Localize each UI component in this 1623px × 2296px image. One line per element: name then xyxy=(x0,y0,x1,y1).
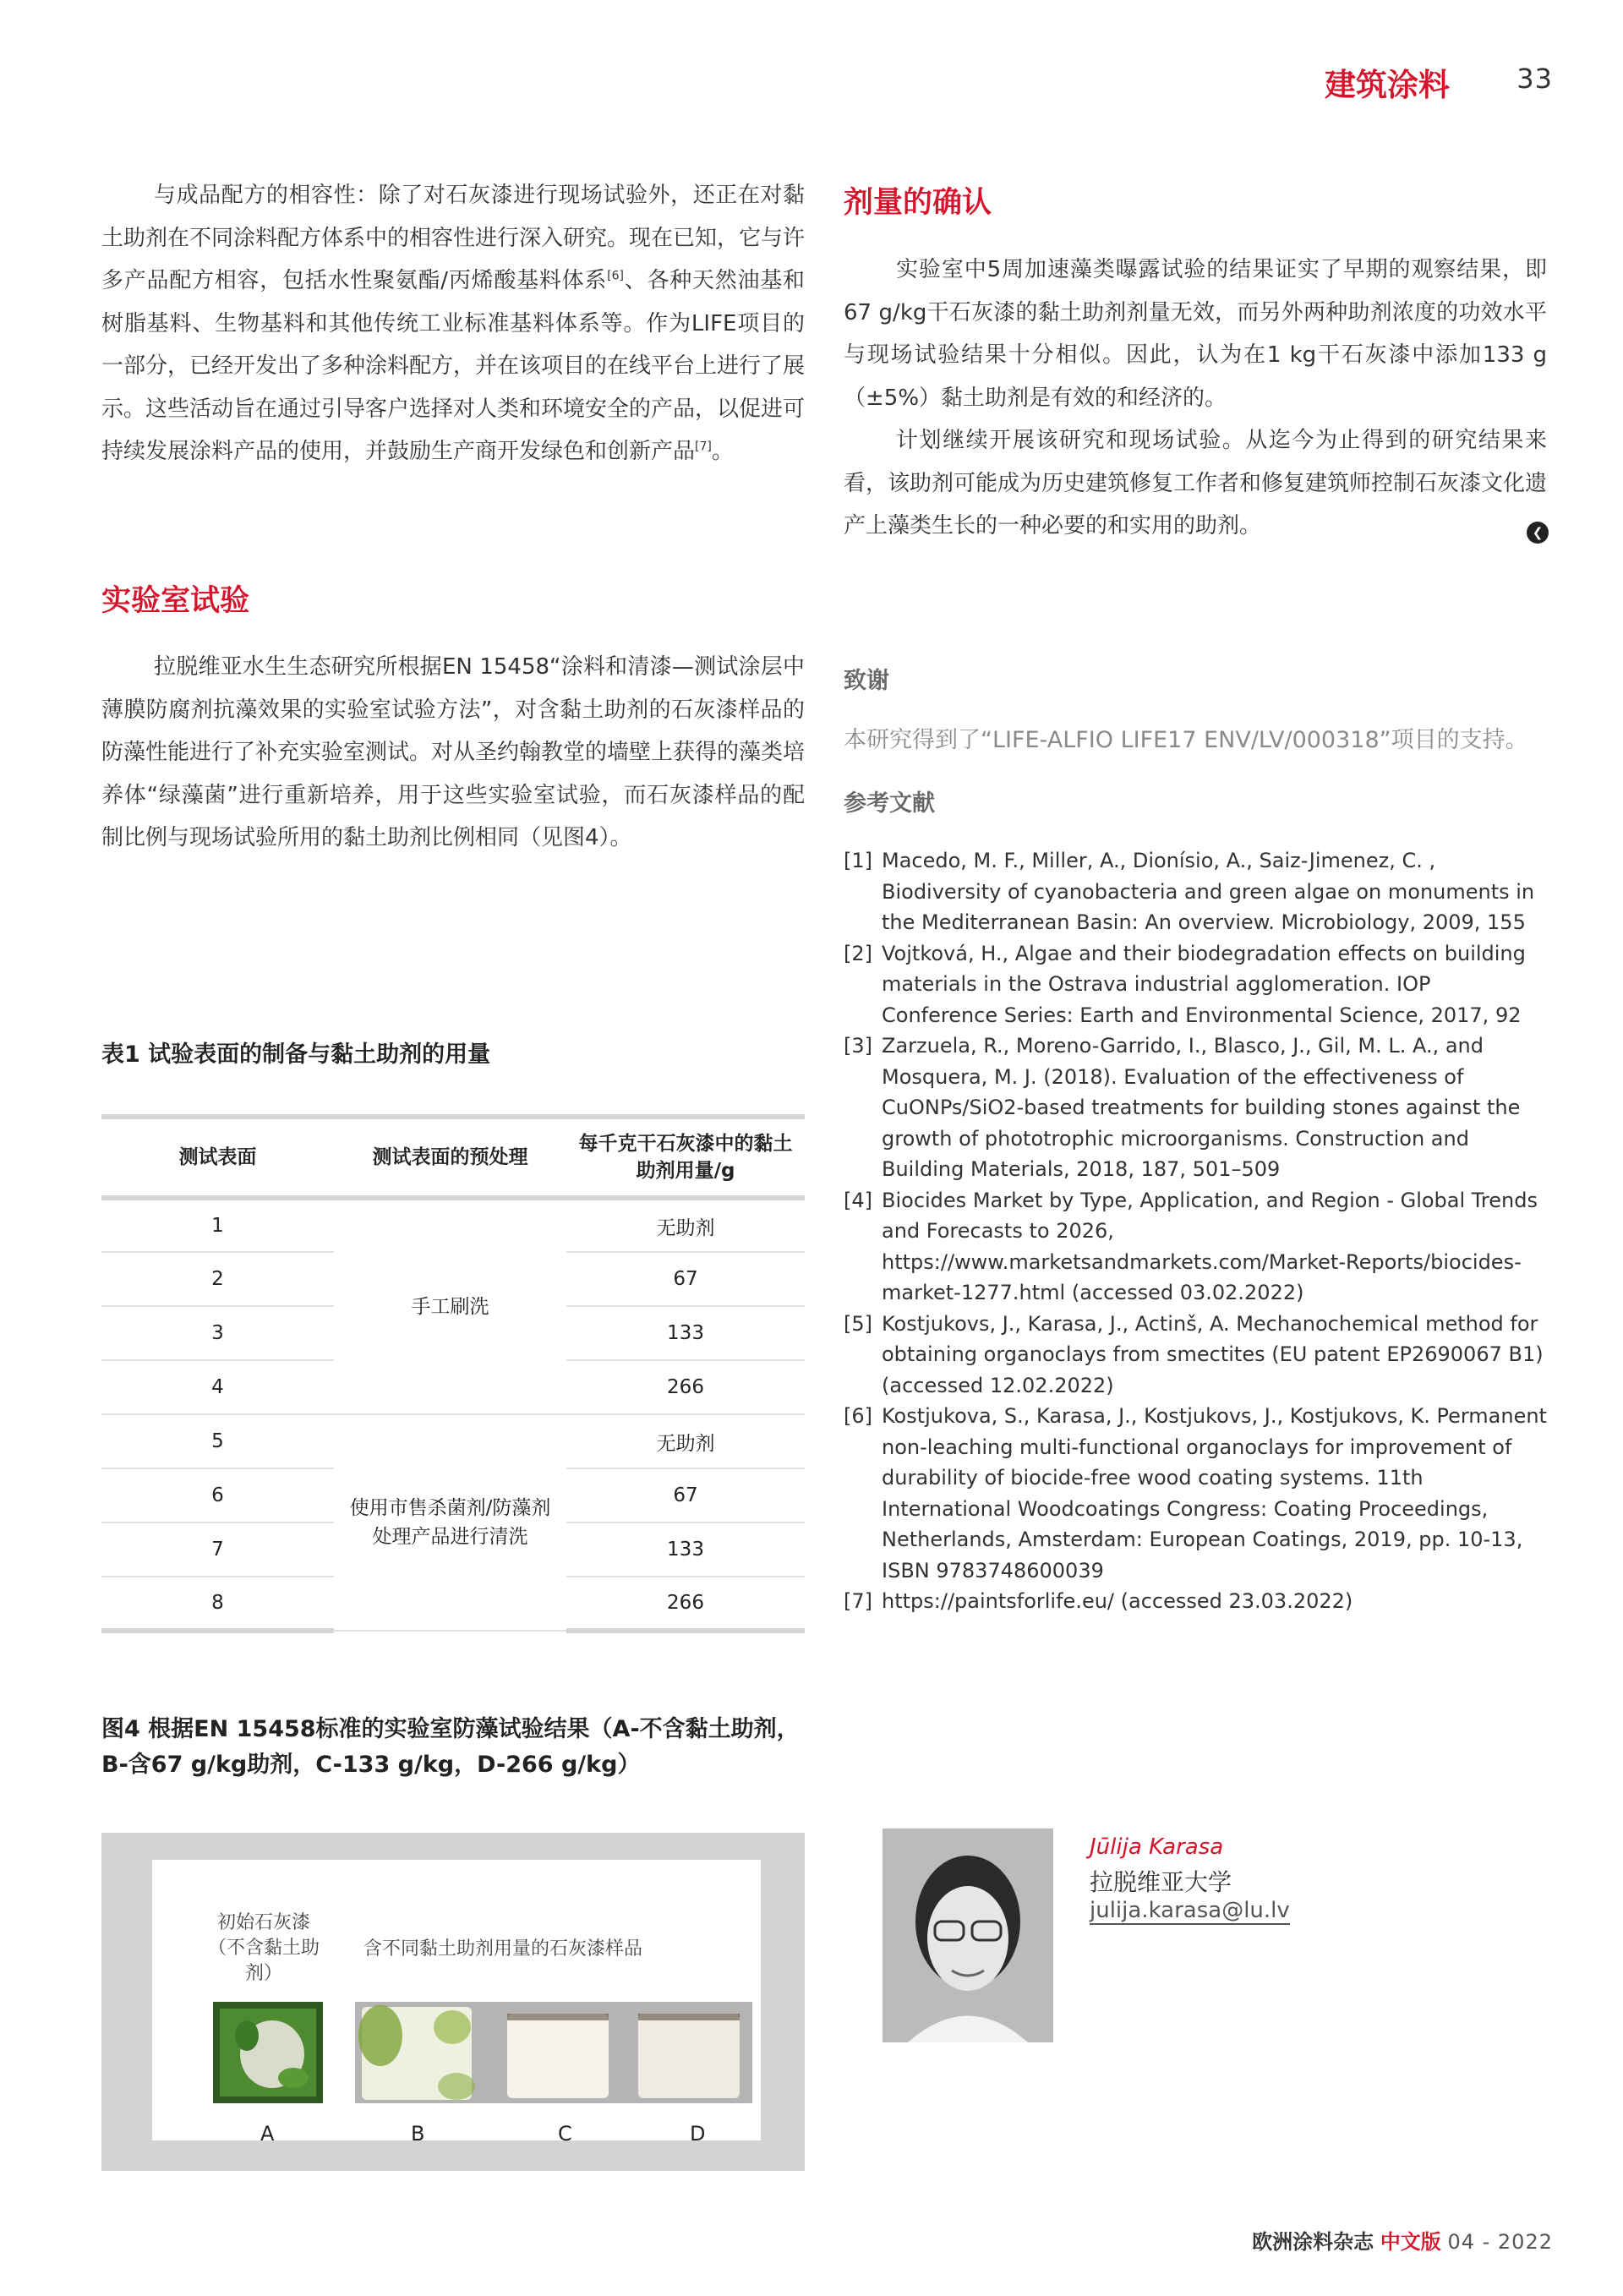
figure-4 xyxy=(101,1833,805,2171)
samples-label: 含不同黏土助剂用量的石灰漆样品 xyxy=(363,1938,643,1960)
cell-dose: 无助剂 xyxy=(566,1198,805,1252)
footer-edition: 中文版 xyxy=(1380,2230,1441,2254)
reference-item: [4] Biocides Market by Type, Application, and Region - Global Trends and Forecasts to 2026, https://www.marketsandmarkets.com/Market-Reports/biocides-market-1277.html (accessed 03.02.2022) xyxy=(844,1188,1538,1304)
cell-surface: 1 xyxy=(101,1198,334,1252)
dose-paragraph: 实验室中5周加速藻类曝露试验的结果证实了早期的观察结果，即67 g/kg干石灰漆的黏土助剂剂量无效，而另外两种助剂浓度的功效水平与现场试验结果十分相似。因此，认为在1 kg干石灰漆中添加133 g（±5%）黏土助剂是有效的和经济的。 xyxy=(844,257,1547,411)
citation-7: [7] xyxy=(695,440,712,454)
figure-panel xyxy=(152,1860,761,2146)
table-header-row xyxy=(101,1117,805,1198)
lab-test-paragraph: 拉脱维亚水生生态研究所根据EN 15458“涂料和清漆—测试涂层中薄膜防腐剂抗藻效果的实验室试验方法”，对含黏土助剂的石灰漆样品的防藻性能进行了补充实验室测试。对从圣约翰教堂的墙壁上获得的藻类培养体“绿藻菌”进行重新培养，用于这些实验室试验，而石灰漆样品的配制比例与现场试验所用的黏土助剂比例相同（见图4）。 xyxy=(101,654,806,850)
references-section xyxy=(844,845,1547,1617)
cell-dose: 266 xyxy=(566,1360,805,1414)
author-name: Jūlija Karasa xyxy=(1090,1834,1224,1860)
footer-brand: 欧洲涂料杂志 xyxy=(1252,2230,1374,2254)
cell-dose: 无助剂 xyxy=(566,1414,805,1468)
col-header-dose: 每千克干石灰漆中的黏土助剂用量/g xyxy=(566,1117,805,1198)
cell-dose: 266 xyxy=(566,1577,805,1631)
cell-surface: 2 xyxy=(101,1252,334,1306)
samples-bcd-image xyxy=(355,2002,752,2103)
reference-item: [6] Kostjukova, S., Karasa, J., Kostjukovs, J., Kostjukovs, K. Permanent non-leaching multi-functional organoclays for improvement of durability of biocide-free wood coating systems. 11th International Woodcoatings Congress: Coating Proceedings, Netherlands, Amsterdam: European Coatings, 2019, pp. 10-13, ISBN 9783748600039 xyxy=(844,1404,1547,1583)
cell-pretreatment: 手工刷洗 xyxy=(334,1198,566,1414)
cell-dose: 67 xyxy=(566,1252,805,1306)
table-row xyxy=(101,1414,805,1468)
sample-letter-d: D xyxy=(690,2122,706,2146)
table-row xyxy=(101,1198,805,1252)
cell-surface: 7 xyxy=(101,1522,334,1577)
reference-list xyxy=(844,845,1547,1617)
acknowledgement-heading: 致谢 xyxy=(844,668,889,694)
cell-surface: 4 xyxy=(101,1360,334,1414)
cell-dose: 133 xyxy=(566,1306,805,1360)
author-portrait-image xyxy=(883,1829,1053,2042)
cell-dose: 67 xyxy=(566,1468,805,1522)
section-title: 建筑涂料 xyxy=(1325,67,1450,103)
sample-letter-c: C xyxy=(558,2122,572,2146)
reference-item: [5] Kostjukovs, J., Karasa, J., Actinš, A. Mechanochemical method for obtaining organoclays from smectites (EU patent EP2690067 B1) (accessed 12.02.2022) xyxy=(844,1311,1544,1397)
citation-6: [6] xyxy=(607,269,624,283)
conclusion-paragraph: 计划继续开展该研究和现场试验。从迄今为止得到的研究结果来看，该助剂可能成为历史建筑修复工作者和修复建筑师控制石灰漆文化遗产上藻类生长的一种必要的和实用的助剂。 xyxy=(844,428,1548,538)
cell-surface: 6 xyxy=(101,1468,334,1522)
cell-dose: 133 xyxy=(566,1522,805,1577)
author-photo xyxy=(883,1829,1053,2042)
author-affiliation: 拉脱维亚大学 xyxy=(1090,1868,1232,1896)
cell-surface: 8 xyxy=(101,1577,334,1631)
col-header-surface: 测试表面 xyxy=(101,1117,334,1198)
cell-surface: 3 xyxy=(101,1306,334,1360)
references-heading: 参考文献 xyxy=(844,790,935,817)
dose-confirmation-heading: 剂量的确认 xyxy=(844,186,992,220)
author-email-link[interactable]: julija.karasa@lu.lv xyxy=(1090,1898,1290,1923)
cell-pretreatment: 使用市售杀菌剂/防藻剂处理产品进行清洗 xyxy=(334,1414,566,1631)
lab-test-heading: 实验室试验 xyxy=(101,584,250,618)
dosage-table xyxy=(101,1114,805,1633)
sample-letter-a: A xyxy=(260,2122,275,2146)
compatibility-paragraph: 与成品配方的相容性：除了对石灰漆进行现场试验外，还正在对黏土助剂在不同涂料配方体系中的相容性进行深入研究。现在已知，它与许多产品配方相容，包括水性聚氨酯/丙烯酸基料体系[6]、各种天然油基和树脂基料、生物基料和其他传统工业标准基料体系等。作为LIFE项目的一部分，已经开发出了多种涂料配方，并在该项目的在线平台上进行了展示。这些活动旨在通过引导客户选择对人类和环境安全的产品，以促进可持续发展涂料产品的使用，并鼓励生产商开发绿色和创新产品[7]。 xyxy=(101,183,806,464)
reference-item: [2] Vojtková, H., Algae and their biodegradation effects on building materials in the Ostrava industrial agglomeration. IOP Conference Series: Earth and Environmental Science, 2017, 92 xyxy=(844,941,1526,1027)
figure-caption: 图4 根据EN 15458标准的实验室防藻试验结果（A-不含黏土助剂，B-含67 g/kg助剂，C-133 g/kg，D-266 g/kg） xyxy=(101,1716,800,1778)
sample-letter-b: B xyxy=(411,2122,425,2146)
cell-surface: 5 xyxy=(101,1414,334,1468)
lab-test-section xyxy=(101,646,805,860)
page-number: 33 xyxy=(1516,63,1553,95)
sample-a-image xyxy=(213,2002,323,2103)
dose-section xyxy=(844,249,1547,548)
reference-item: [7] https://paintsforlife.eu/ (accessed 23.03.2022) xyxy=(844,1589,1353,1613)
footer-issue: 04 - 2022 xyxy=(1447,2230,1553,2254)
col-header-pretreatment: 测试表面的预处理 xyxy=(334,1117,566,1198)
article-end-icon: ❮ xyxy=(1527,522,1549,544)
intro-section xyxy=(101,174,805,473)
table-caption: 表1 试验表面的制备与黏土助剂的用量 xyxy=(101,1041,491,1068)
reference-item: [3] Zarzuela, R., Moreno-Garrido, I., Blasco, J., Gil, M. L. A., and Mosquera, M. J. (2018). Evaluation of the effectiveness of CuONPs/SiO2-based treatments for building stones against the growth of phototrophic microorganisms. Construction and Building Materials, 2018, 187, 501–509 xyxy=(844,1034,1521,1181)
footer xyxy=(1252,2225,1553,2255)
reference-item: [1] Macedo, M. F., Miller, A., Dionísio, A., Saiz-Jimenez, C. , Biodiversity of cyanobacteria and green algae on monuments in the Mediterranean Basin: An overview. Microbiology, 2009, 155 xyxy=(844,849,1535,934)
acknowledgement-text: 本研究得到了“LIFE-ALFIO LIFE17 ENV/LV/000318”项目的支持。 xyxy=(844,727,1528,753)
initial-sample-label: 初始石灰漆（不含黏土助剂） xyxy=(207,1912,320,1984)
